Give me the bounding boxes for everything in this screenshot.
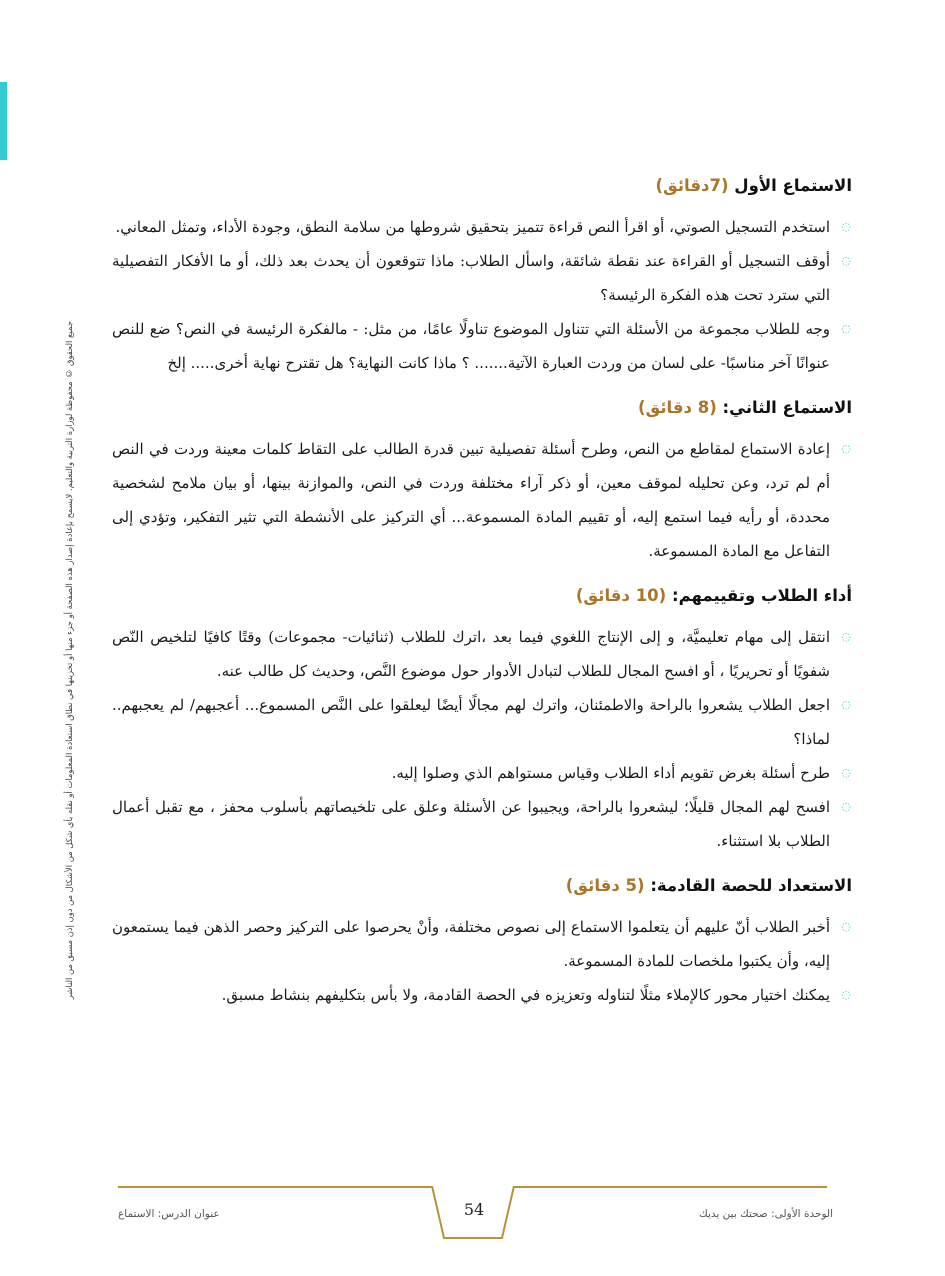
bullet-list	[112, 910, 852, 1012]
section-second-listening	[112, 394, 852, 568]
bullet-icon: ◌	[841, 920, 851, 933]
bullet-icon: ◌	[841, 800, 851, 813]
bullet-icon: ◌	[841, 988, 851, 1001]
bullet-list	[112, 432, 852, 568]
footer-lesson-title: عنوان الدرس: الاستماع	[118, 1208, 220, 1220]
page-content	[112, 172, 852, 1026]
bullet-list	[112, 620, 852, 858]
copyright-text: جميع الحقوق © محفوظة لوزارة التربية والتعليم. لايسمح بإعادة إصدار هذه الصفحة أو جزء منها أو تخزينها في نطاق استعادة المعلومات أو نقله بأي شكل من الأشكال من دون إذن مسبق من الناشر	[64, 320, 74, 1000]
list-item: ◌ أخبر الطلاب أنّ عليهم أن يتعلموا الاستماع إلى نصوص مختلفة، وأنْ يحرصوا على التركيز وحصر الذهن فيما يستمعون إليه، وأن يكتبوا ملخصات للمادة المسموعة.	[112, 910, 852, 978]
bullet-icon: ◌	[841, 254, 851, 267]
list-item: ◌ يمكنك اختيار محور كالإملاء مثلًا لتناوله وتعزيزه في الحصة القادمة، ولا بأس بتكليفهم بنشاط مسبق.	[112, 978, 852, 1012]
section-heading: الاستماع الثاني: (8 دقائق)	[637, 398, 852, 417]
bullet-icon: ◌	[841, 442, 851, 455]
copyright-note	[62, 310, 76, 1010]
list-item: ◌ وجه للطلاب مجموعة من الأسئلة التي تتناول الموضوع تناولًا عامًا، من مثل: - مالفكرة الرئيسة في النص؟ ضع للنص عنوانًا آخر مناسبًا- على لسان من وردت العبارة الآتية....... ؟ ماذا كانت النهاية؟ هل تقترح نهاية أخرى..... إلخ	[112, 312, 852, 380]
list-item: ◌ استخدم التسجيل الصوتي، أو اقرأ النص قراءة تتميز بتحقيق شروطها من سلامة النطق، وجودة الأداء، وتمثل المعاني.	[112, 210, 852, 244]
bullet-icon: ◌	[841, 630, 851, 643]
section-heading: أداء الطلاب وتقييمهم: (10 دقائق)	[575, 586, 852, 605]
bullet-icon: ◌	[841, 220, 851, 233]
bullet-icon: ◌	[841, 766, 851, 779]
section-first-listening	[112, 172, 852, 380]
section-next-lesson	[112, 872, 852, 1012]
section-student-performance	[112, 582, 852, 858]
list-item: ◌ أوقف التسجيل أو القراءة عند نقطة شائقة، واسأل الطلاب: ماذا تتوقعون أن يحدث بعد ذلك، أو ما الأفكار التفصيلية التي سترد تحت هذه الفكرة الرئيسة؟	[112, 244, 852, 312]
section-heading: الاستماع الأول (7دقائق)	[655, 176, 852, 195]
list-item: ◌ افسح لهم المجال قليلًا؛ ليشعروا بالراحة، ويجيبوا عن الأسئلة وعلق على تلخيصاتهم بأسلوب محفز ، مع تقبل أعمال الطلاب بلا استثناء.	[112, 790, 852, 858]
list-item: ◌ طرح أسئلة بغرض تقويم أداء الطلاب وقياس مستواهم الذي وصلوا إليه.	[112, 756, 852, 790]
bullet-icon: ◌	[841, 698, 851, 711]
bullet-list	[112, 210, 852, 380]
page-number: 54	[463, 1200, 485, 1219]
footer-unit-title: الوحدة الأولى: صحتك بين يديك	[699, 1208, 833, 1220]
list-item: ◌ اجعل الطلاب يشعروا بالراحة والاطمئنان، واترك لهم مجالًا أيضًا ليعلقوا على النَّص المسموع... أعجبهم/ لم يعجبهم.. لماذا؟	[112, 688, 852, 756]
list-item: ◌ انتقل إلى مهام تعليميَّة، و إلى الإنتاج اللغوي فيما بعد ،اترك للطلاب (ثنائيات- مجموعات) وقتًا كافيًا لتلخيص النّص شفويًا أو تحريريًا ، أو افسح المجال للطلاب لتبادل الأدوار حول موضوع النَّص، وحديث كل طالب عنه.	[112, 620, 852, 688]
bullet-icon: ◌	[841, 322, 851, 335]
list-item: ◌ إعادة الاستماع لمقاطع من النص، وطرح أسئلة تفصيلية تبين قدرة الطالب على التقاط كلمات معينة وردت في النص أم لم ترد، وعن تحليله لموقف معين، أو ذكر آراء مختلفة وردت في النص، والموازنة بينها، أو بيان ملامح لشخصية محددة، أو رأيه فيما استمع إليه، أو تقييم المادة المسموعة... أي التركيز على الأنشطة التي تثير التفكير، وتؤدي إلى التفاعل مع المادة المسموعة.	[112, 432, 852, 568]
accent-bar	[0, 82, 7, 160]
section-heading: الاستعداد للحصة القادمة: (5 دقائق)	[565, 876, 852, 895]
